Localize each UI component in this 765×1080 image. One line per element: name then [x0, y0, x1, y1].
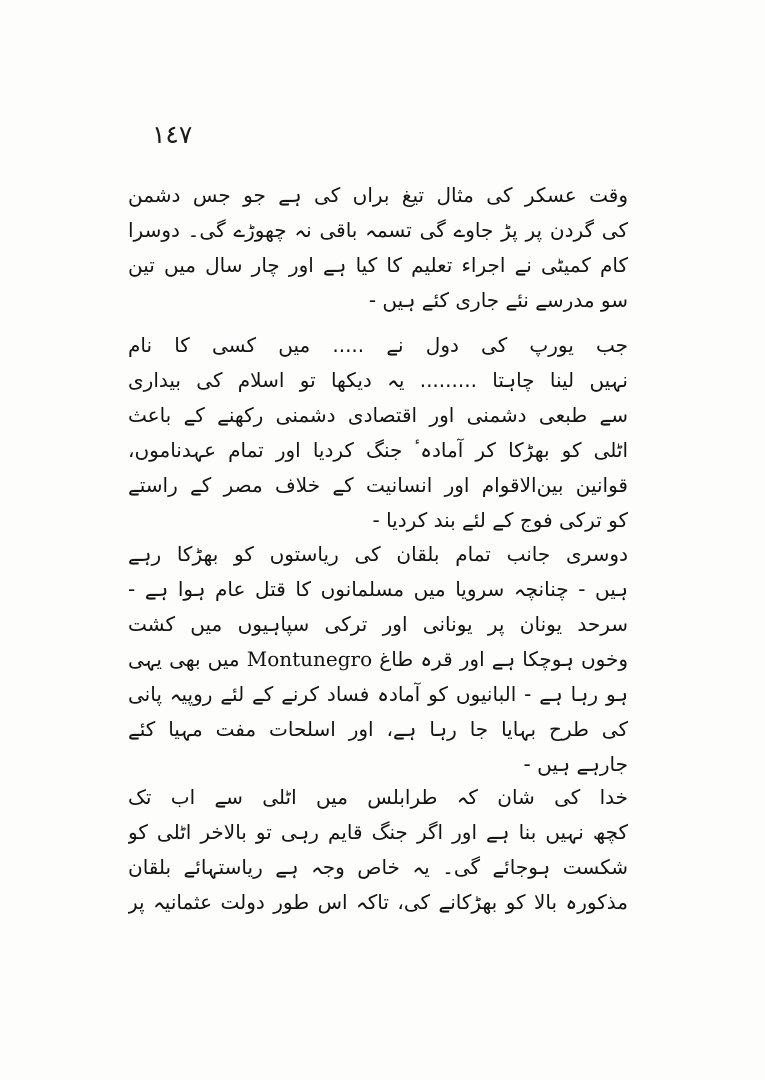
paragraph-line: سو مدرسے نئے جاری کئے ہیں - — [368, 288, 628, 312]
paragraph-line: سرحد یونان پر یونانی اور ترکی سپاہیوں میں کشت — [128, 612, 628, 636]
paragraph-line: مذکورہ بالا کو بھڑکانے کی، تاکہ اس طور دولت عثمانیہ پر — [128, 890, 628, 914]
paragraph-line: ہیں - چنانچہ سرویا میں مسلمانوں کا قتل عام ہوا ہے - — [128, 577, 628, 601]
paragraph-line: سے طبعی دشمنی اور اقتصادی دشمنی رکھنے کے باعث — [128, 403, 628, 427]
paragraph-line: جب یورپ کی دول نے ..... میں کسی کا نام — [128, 333, 628, 357]
paragraph-4 — [128, 780, 628, 920]
paragraph-line: شکست ہوجائے گی۔ یہ خاص وجہ ہے ریاستہائے بلقان — [128, 855, 628, 879]
paragraph-line: کام کمیٹی نے اجراء تعلیم کا کیا ہے اور چار سال میں تین — [128, 253, 628, 277]
paragraph-line: ہو رہا ہے - البانیوں کو آمادہ فساد کرنے کے لئے روپیہ پانی — [128, 682, 628, 706]
paragraph-line: جارہے ہیں - — [523, 752, 628, 776]
paragraph-line: کو ترکی فوج کے لئے بند کردیا - — [372, 508, 628, 532]
paragraph-2 — [128, 328, 628, 538]
paragraph-line-mixed — [128, 642, 628, 677]
paragraph-line: وقت عسکر کی مثال تیغ براں کی ہے جو جس دشمن — [128, 183, 628, 207]
paragraph-line: کچھ نہیں بنا ہے اور اگر جنگ قایم رہی تو بالاخر اٹلی کو — [128, 820, 628, 844]
paragraph-line: قوانین بین‌الاقوام اور انسانیت کے خلاف مصر کے راستے — [128, 473, 628, 497]
paragraph-1 — [128, 178, 628, 318]
paragraph-3 — [128, 537, 628, 782]
paragraph-line: دوسری جانب تمام بلقان کی ریاستوں کو بھڑکا رہے — [128, 542, 628, 566]
paragraph-line: کی طرح بہایا جا رہا ہے، اور اسلحات مفت مہیا کئے — [128, 717, 628, 741]
paragraph-line: اٹلی کو بھڑکا کر آمادہٴ جنگ کردیا اور تمام عہدناموں، — [128, 438, 628, 462]
line-text: میں بھی یہی — [128, 647, 240, 671]
line-text: وخوں ہوچکا ہے اور قرہ طاغ — [379, 647, 628, 671]
paragraph-line: نہیں لینا چاہتا ......... یہ دیکھا تو اسلام کی بیداری — [128, 368, 628, 392]
latin-word: Montunegro — [246, 647, 373, 671]
paragraph-line: کی گردن پر پڑ جاوے گی تسمہ باقی نہ چھوڑے گی۔ دوسرا — [128, 218, 628, 242]
page-number: ١٤٧ — [152, 120, 193, 149]
paragraph-line: خدا کی شان کہ طرابلس میں اٹلی سے اب تک — [128, 785, 628, 809]
